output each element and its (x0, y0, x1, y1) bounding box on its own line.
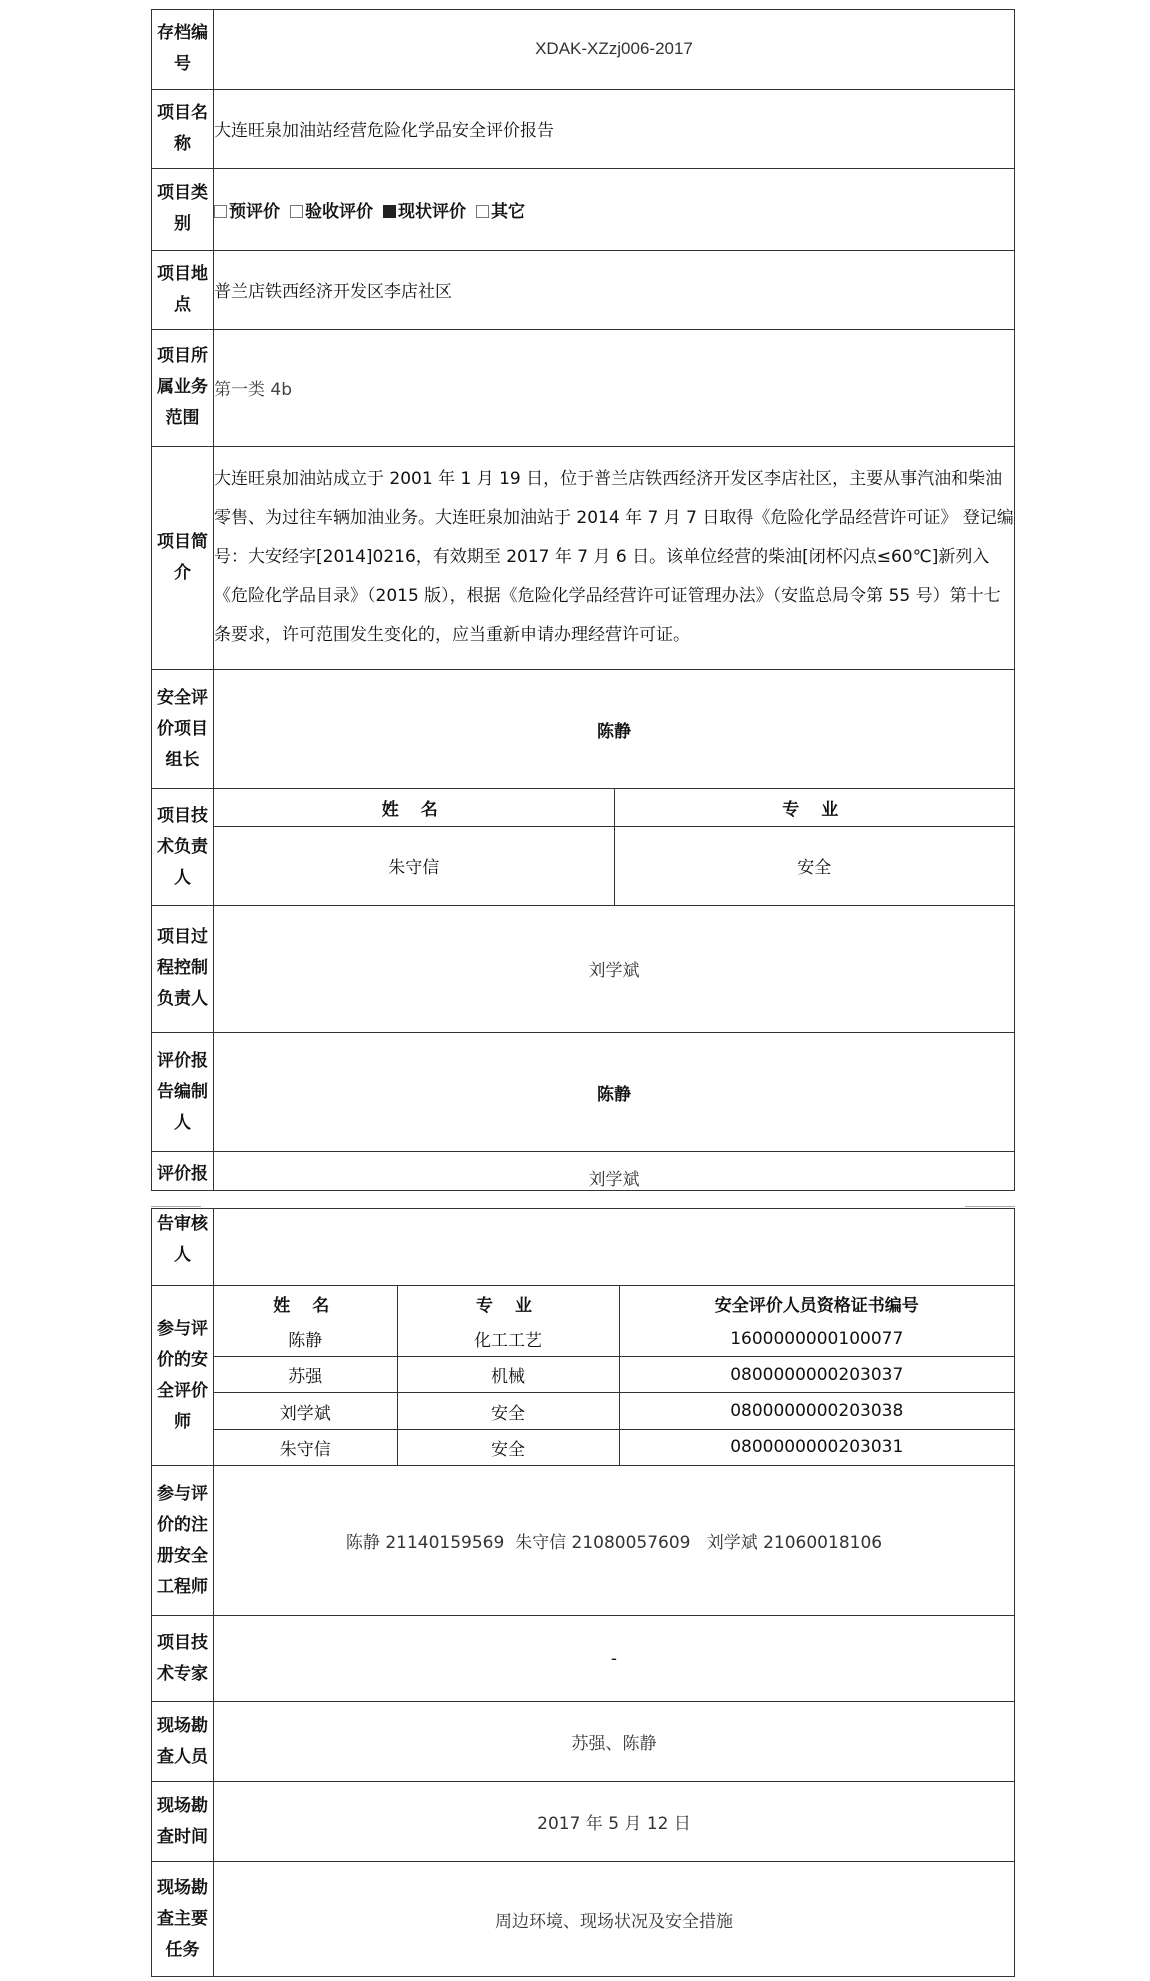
project-intro-value: 大连旺泉加油站成立于 2001 年 1 月 19 日，位于普兰店铁西经济开发区李店社区，主要从事汽油和柴油零售、为过往车辆加油业务。大连旺泉加油站于 2014 年 7 月 7 日取得《危险化学品经营许可证》 登记编号：大安经字[2014]0216，有效期至 2017 年 7 月 6 日。该单位经营的柴油[闭杯闪点≤60℃]新列入《危险化学品目录》（2015 版），根据《危险化学品经营许可证管理办法》（安监总局令第 55 号）第十七条要求，许可范围发生变化的，应当重新申请办理经营许可证。 (214, 446, 1015, 669)
project-name-label: 项目名称 (152, 89, 214, 168)
row-survey-time (152, 1782, 1015, 1862)
report-reviewer-label-part1: 评价报 (152, 1151, 214, 1190)
row-engineers (152, 1466, 1015, 1616)
row-experts (152, 1616, 1015, 1702)
team-leader-label: 安全评价项目组长 (152, 670, 214, 789)
experts-value: - (214, 1616, 1015, 1702)
tech-lead-label: 项目技术负责人 (152, 789, 214, 906)
type-checkbox-1[interactable] (290, 205, 303, 218)
evaluator-name: 朱守信 (214, 1429, 397, 1465)
report-reviewer-label-part2: 告审核人 (152, 1209, 214, 1286)
row-tech-lead (152, 789, 1015, 906)
type-option-label-0: 预评价 (229, 201, 280, 222)
evaluators-header-row (214, 1286, 1014, 1321)
row-evaluators (152, 1286, 1015, 1466)
project-type-options (214, 168, 1015, 250)
evaluator-name: 陈静 (214, 1321, 397, 1357)
process-control-value: 刘学斌 (214, 905, 1015, 1032)
evaluator-cert: 1600000000100077 (619, 1321, 1014, 1357)
survey-people-label: 现场勘查人员 (152, 1702, 214, 1782)
project-name-value: 大连旺泉加油站经营危险化学品安全评价报告 (214, 89, 1015, 168)
evaluators-label: 参与评价的安全评价师 (152, 1286, 214, 1466)
project-location-value: 普兰店铁西经济开发区李店社区 (214, 250, 1015, 329)
report-reviewer-value: 刘学斌 (214, 1151, 1015, 1190)
report-reviewer-blank (214, 1209, 1015, 1286)
project-location-label: 项目地点 (152, 250, 214, 329)
evaluators-header-1: 专 业 (397, 1286, 619, 1321)
engineers-value: 陈静 21140159569 朱守信 21080057609 刘学斌 21060018106 (214, 1466, 1015, 1616)
row-project-intro (152, 446, 1015, 669)
row-archive-number (152, 10, 1015, 90)
evaluators-header-2: 安全评价人员资格证书编号 (714, 1296, 919, 1316)
tech-lead-name: 朱守信 (214, 826, 614, 905)
row-survey-people (152, 1702, 1015, 1782)
survey-people-value: 苏强、陈静 (214, 1702, 1015, 1782)
project-intro-label: 项目简介 (152, 446, 214, 669)
tech-lead-header-major: 专 业 (614, 789, 1014, 826)
evaluator-cert: 0800000000203031 (730, 1437, 904, 1458)
evaluator-name: 刘学斌 (214, 1393, 397, 1429)
row-project-scope (152, 329, 1015, 446)
project-scope-label: 项目所属业务范围 (152, 329, 214, 446)
row-reviewer-cont (152, 1209, 1015, 1286)
row-team-leader (152, 670, 1015, 789)
survey-task-label: 现场勘查主要任务 (152, 1862, 214, 1977)
survey-time-label: 现场勘查时间 (152, 1782, 214, 1862)
evaluator-major: 机械 (397, 1357, 619, 1393)
team-leader-value: 陈静 (214, 670, 1015, 789)
type-checkbox-3[interactable] (476, 205, 489, 218)
type-option-label-1: 验收评价 (305, 201, 373, 222)
report-author-value: 陈静 (214, 1033, 1015, 1152)
row-project-location (152, 250, 1015, 329)
evaluator-major: 安全 (397, 1429, 619, 1465)
row-project-type (152, 168, 1015, 250)
project-scope-value: 第一类 4b (214, 329, 1015, 446)
tech-lead-cell (214, 789, 1015, 906)
evaluators-table (214, 1286, 1014, 1465)
evaluators-header-0: 姓 名 (214, 1286, 397, 1321)
tech-lead-table (214, 789, 1014, 905)
archive-number-label: 存档编号 (152, 10, 214, 90)
type-option-label-3: 其它 (491, 201, 525, 222)
tech-lead-header-name: 姓 名 (214, 789, 614, 826)
survey-time-value: 2017 年 5 月 12 日 (214, 1782, 1015, 1862)
report-author-label: 评价报告编制人 (152, 1033, 214, 1152)
evaluator-major: 化工工艺 (397, 1321, 619, 1357)
engineers-label: 参与评价的注册安全工程师 (152, 1466, 214, 1616)
type-checkbox-2[interactable] (383, 205, 396, 218)
evaluator-cert: 0800000000203038 (619, 1393, 1014, 1429)
table-row (214, 1393, 1014, 1429)
experts-label: 项目技术专家 (152, 1616, 214, 1702)
survey-task-value: 周边环境、现场状况及安全措施 (214, 1862, 1015, 1977)
evaluator-cert: 0800000000203037 (619, 1357, 1014, 1393)
type-checkbox-0[interactable] (214, 205, 227, 218)
table-row (214, 1357, 1014, 1393)
row-process-control (152, 905, 1015, 1032)
project-type-label: 项目类别 (152, 168, 214, 250)
project-info-table-page1 (151, 9, 1015, 1191)
evaluators-cell (214, 1286, 1015, 1466)
project-info-table-page2 (151, 1208, 1015, 1977)
row-survey-task (152, 1862, 1015, 1977)
row-report-author (152, 1033, 1015, 1152)
row-project-name (152, 89, 1015, 168)
table-row (214, 1429, 1014, 1465)
type-option-label-2: 现状评价 (398, 201, 466, 222)
row-report-reviewer (152, 1151, 1015, 1190)
process-control-label: 项目过程控制负责人 (152, 905, 214, 1032)
evaluator-major: 安全 (397, 1393, 619, 1429)
tech-lead-major: 安全 (797, 858, 832, 879)
archive-number-value: XDAK-XZzj006-2017 (214, 10, 1015, 90)
table-row (214, 1321, 1014, 1357)
evaluator-name: 苏强 (214, 1357, 397, 1393)
